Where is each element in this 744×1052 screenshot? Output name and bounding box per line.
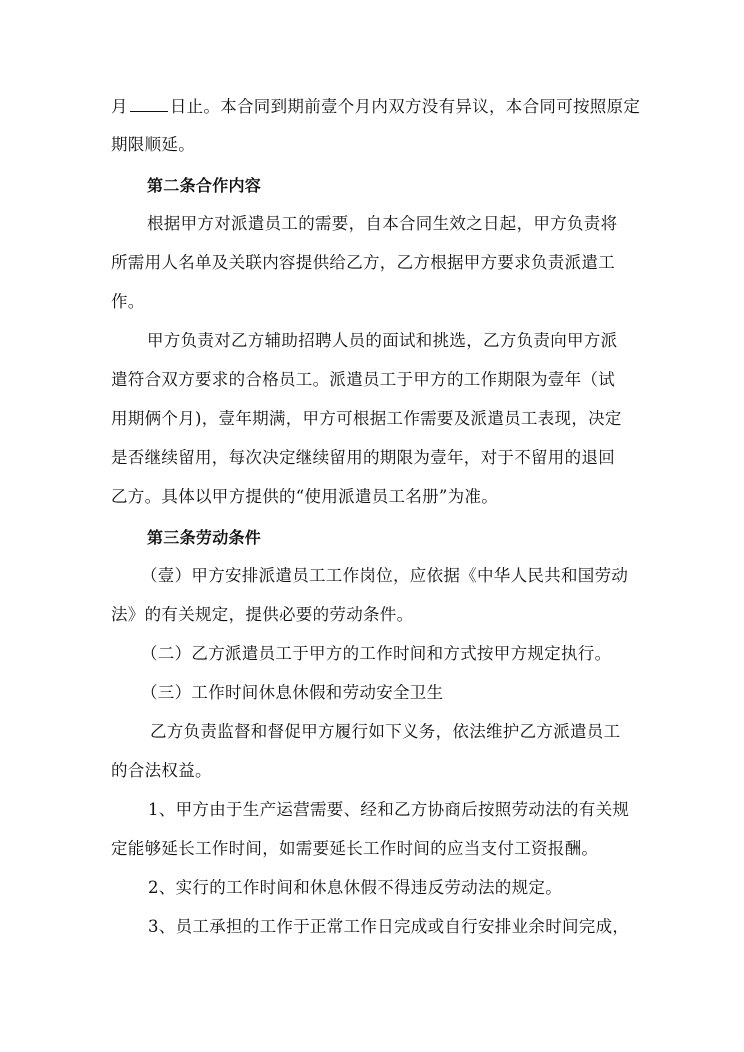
text-line: 1、甲方由于生产运营需要、经和乙方协商后按照劳动法的有关规: [148, 800, 630, 819]
text-line: 乙方。具体以甲方提供的“使用派遣员工名册”为准。: [111, 487, 499, 506]
text-line: 根据甲方对派遣员工的需要，自本合同生效之日起，甲方负责将: [147, 214, 618, 233]
text-fragment: 日止。本合同到期前壹个月内双方没有异议，本合同可按照原定: [169, 97, 641, 116]
text-line: 甲方负责对乙方辅助招聘人员的面试和挑选，乙方负责向甲方派: [147, 331, 618, 350]
text-line: 的合法权益。: [111, 761, 212, 780]
text-line: 用期俩个月)，壹年期满，甲方可根据工作需要及派遣员工表现，决定: [111, 409, 622, 428]
text-line: 定能够延长工作时间，如需要延长工作时间的应当支付工资报酬。: [111, 839, 599, 858]
text-line: 作。: [111, 292, 145, 311]
blank-underline: [130, 96, 168, 112]
text-line: 乙方负责监督和督促甲方履行如下义务，依法维护乙方派遣员工: [150, 722, 621, 741]
text-fragment: 月: [111, 97, 128, 116]
text-line: （壹）甲方安排派遣员工工作岗位，应依据《中华人民共和国劳动: [141, 566, 629, 585]
text-line: 遣符合双方要求的合格员工。派遣员工于甲方的工作期限为壹年（试: [111, 370, 615, 389]
text-line: 3、员工承担的工作于正常工作日完成或自行安排业余时间完成，: [148, 917, 630, 936]
text-line: 所需用人名单及关联内容提供给乙方，乙方根据甲方要求负责派遣工: [111, 253, 615, 272]
text-line: [111, 96, 640, 117]
section-heading: 第二条合作内容: [147, 176, 262, 195]
text-line: 2、实行的工作时间和休息休假不得违反劳动法的规定。: [148, 878, 562, 897]
text-line: 是否继续留用，每次决定继续留用的期限为壹年，对于不留用的退回: [111, 448, 615, 467]
text-line: 法》的有关规定，提供必要的劳动条件。: [111, 605, 414, 624]
section-heading: 第三条劳动条件: [147, 528, 262, 547]
text-line: （二）乙方派遣员工于甲方的工作时间和方式按甲方规定执行。: [141, 644, 612, 663]
text-line: 期限顺延。: [111, 135, 195, 154]
text-line: （三）工作时间休息休假和劳动安全卫生: [141, 683, 444, 702]
